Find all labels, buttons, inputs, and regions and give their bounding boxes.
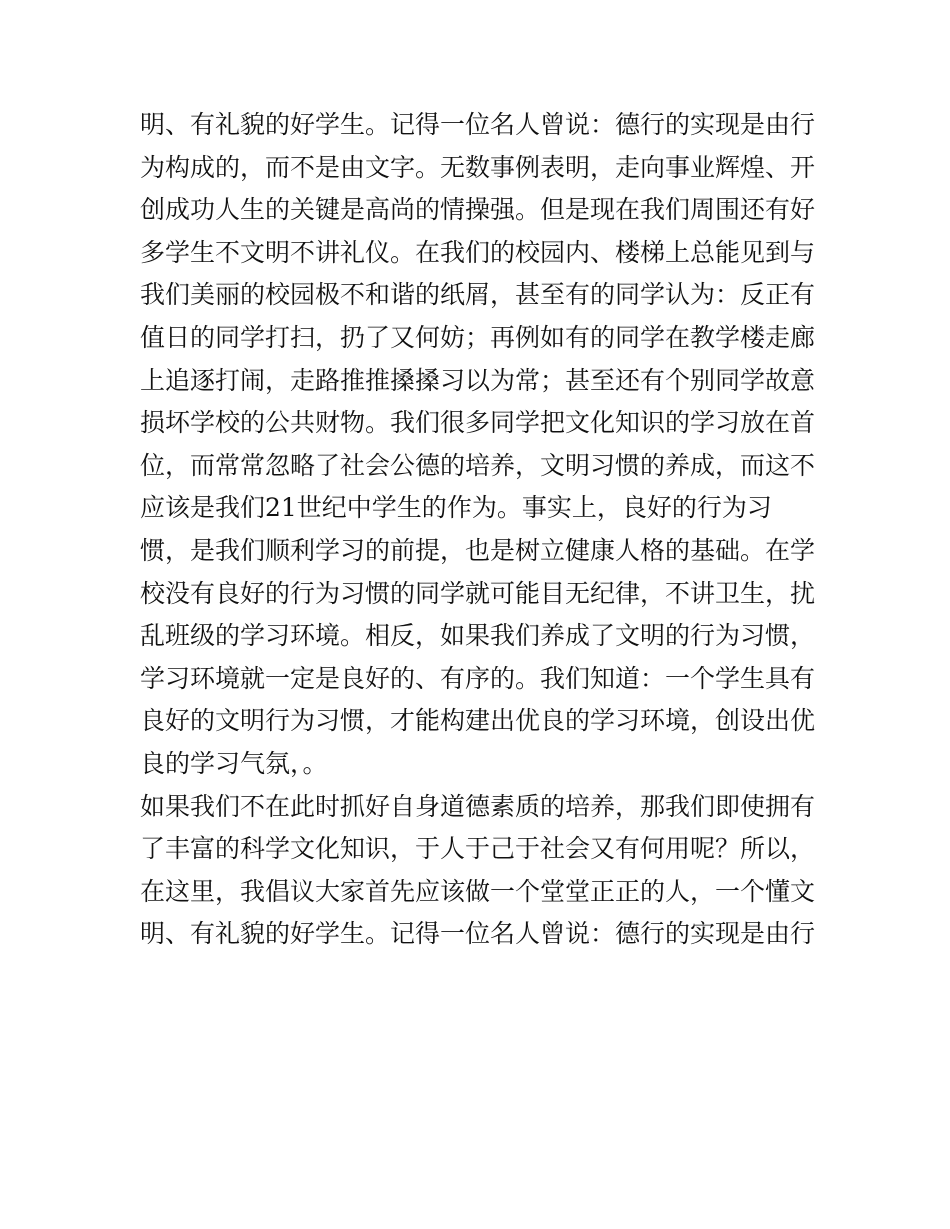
text-line: 了丰富的科学文化知识，于人于己于社会又有何用呢？所以， [140, 834, 816, 864]
text-line: 乱班级的学习环境。相反，如果我们养成了文明的行为习惯， [140, 621, 816, 651]
text-line: 如果我们不在此时抓好自身道德素质的培养，那我们即使拥有 [140, 791, 816, 821]
text-line: 多学生不文明不讲礼仪。在我们的校园内、楼梯上总能见到与 [140, 237, 816, 267]
text-line: 学习环境就一定是良好的、有序的。我们知道：一个学生具有 [140, 663, 816, 693]
text-line: 惯，是我们顺利学习的前提，也是树立健康人格的基础。在学 [140, 535, 816, 565]
text-line: 明、有礼貌的好学生。记得一位名人曾说：德行的实现是由行 [140, 110, 816, 139]
text-line: 我们美丽的校园极不和谐的纸屑，甚至有的同学认为：反正有 [140, 280, 816, 310]
text-line: 应该是我们21世纪中学生的作为。事实上，良好的行为习 [140, 493, 772, 523]
text-line: 创成功人生的关键是高尚的情操强。但是现在我们周围还有好 [140, 195, 816, 225]
text-line: 良的学习气氛，。 [140, 748, 328, 778]
body-text [140, 104, 840, 956]
text-line: 损坏学校的公共财物。我们很多同学把文化知识的学习放在首 [140, 408, 816, 438]
text-line: 上追逐打闹，走路推推搡搡习以为常；甚至还有个别同学故意 [140, 365, 816, 395]
text-line: 位，而常常忽略了社会公德的培养，文明习惯的养成，而这不 [140, 450, 816, 480]
text-line: 在这里，我倡议大家首先应该做一个堂堂正正的人，一个懂文 [140, 876, 816, 906]
text-line: 校没有良好的行为习惯的同学就可能目无纪律，不讲卫生，扰 [140, 578, 816, 608]
text-line: 良好的文明行为习惯，才能构建出优良的学习环境，创设出优 [140, 706, 816, 736]
text-line: 为构成的，而不是由文字。无数事例表明，走向事业辉煌、开 [140, 152, 816, 182]
text-line: 值日的同学打扫，扔了又何妨；再例如有的同学在教学楼走廊 [140, 322, 816, 352]
text-line: 明、有礼貌的好学生。记得一位名人曾说：德行的实现是由行 [140, 919, 816, 949]
